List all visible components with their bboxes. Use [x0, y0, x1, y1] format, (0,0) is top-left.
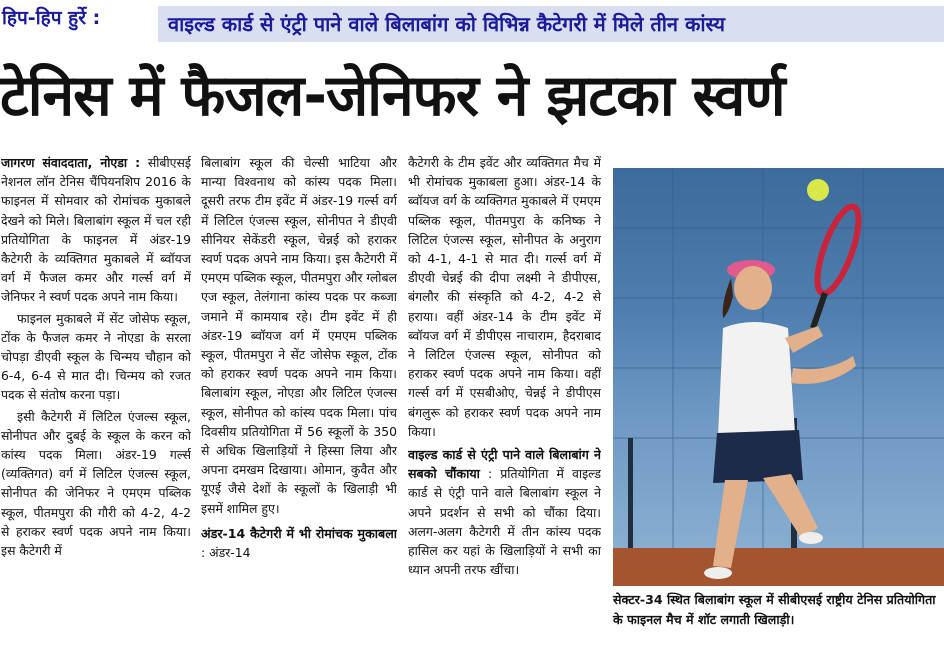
- paragraph: इसी कैटेगरी में लिटिल एंजल्स स्कूल, सोनीपत और दुबई के स्कूल के करन को कांस्य पदक मिला। अंडर-19 गर्ल्स (व्यक्तिगत) वर्ग में लिटिल एंजल्स स्कूल, सोनीपत की जेनिफर ने एमएम पब्लिक स्कूल, पीतमपुरा की गौरी को 4-2, 4-2 से हराकर स्वर्ण पदक अपने नाम किया। इस कैटेगरी में: [1, 408, 191, 559]
- subheadline: वाइल्ड कार्ड से एंट्री पाने वाले बिलाबांग को विभिन्न कैटेगरी में मिले तीन कांस्य: [158, 6, 944, 42]
- kicker: हिप-हिप हुर्रे :: [2, 7, 101, 29]
- article-column-3: [408, 153, 601, 645]
- paragraph: : अंडर-14: [201, 545, 251, 561]
- paragraph: : प्रतियोगिता में वाइल्ड कार्ड से एंट्री पाने वाले बिलाबांग स्कूल ने अपने प्रदर्शन से सभी को चौंका दिया। अलग-अलग कैटेगरी में तीन कांस्य पदक हासिल कर यहां के खिलाड़ियों ने सभी का ध्यान अपनी तरफ खींचा।: [408, 466, 601, 578]
- article-column-2: [201, 153, 397, 645]
- top-bar: [0, 0, 944, 46]
- section-subhead: वाइल्ड कार्ड से एंट्री पाने वाले बिलाबांग ने सबको चौंकाया: [408, 447, 601, 482]
- paragraph: कैटेगरी के टीम इवेंट और व्यक्तिगत मैच में भी रोमांचक मुकाबला हुआ। अंडर-14 के ब्वॉयज वर्ग के व्यक्तिगत मुकाबले में एमएम पब्लिक स्कूल, पीतमपुरा के कनिष्क ने लिटिल एंजल्स स्कूल, सोनीपत के अनुराग को 4-1, 4-1 से मात दी। गर्ल्स वर्ग में डीएवी चेन्नई की दीपा लक्ष्मी ने डीपीएस, बंगलौर की संस्कृति को 4-2, 4-2 से हराया। वहीं अंडर-14 के टीम इवेंट में ब्वॉयज वर्ग में डीपीएस नाचाराम, हैदराबाद ने लिटिल एंजल्स स्कूल, सोनीपत को हराकर स्वर्ण पदक अपने नाम किया। वहीं गर्ल्स वर्ग में एसबीओए, चेन्नई ने डीपीएस बंगलुरू को हराकर स्वर्ण पदक अपने नाम किया।: [408, 155, 601, 439]
- tennis-player-illustration: [613, 168, 944, 586]
- tennis-ball: [807, 179, 829, 201]
- section-subhead: अंडर-14 कैटेगरी में भी रोमांचक मुकाबला: [201, 525, 397, 541]
- headline: टेनिस में फैजल-जेनिफर ने झटका स्वर्ण: [0, 63, 785, 129]
- dateline: जागरण संवाददाता, नोएडा :: [1, 155, 141, 170]
- tennis-player-photo: [613, 168, 944, 586]
- racket: [809, 202, 867, 328]
- paragraph: सीबीएसई नेशनल लॉन टेनिस चैंपियनशिप 2016 के फाइनल में सोमवार को रोमांचक मुकाबले देखने को मिले। बिलाबांग स्कूल में चल रही प्रतियोगिता के फाइनल में अंडर-19 कैटेगरी के व्यक्तिगत मुकाबले में ब्वॉयज वर्ग में फैजल कमर और गर्ल्स वर्ग में जेनिफर ने स्वर्ण पदक अपने नाम किया।: [1, 155, 191, 305]
- player: [704, 260, 856, 579]
- photo-caption: सेक्टर-34 स्थित बिलाबांग स्कूल में सीबीएसई राष्ट्रीय टेनिस प्रतियोगिता के फाइनल मैच में शॉट लगाती खिलाड़ी।: [613, 592, 936, 627]
- paragraph: बिलाबांग स्कूल की चेल्सी भाटिया और मान्या विश्वनाथ को कांस्य पदक मिला। दूसरी तरफ टीम इवेंट में अंडर-19 गर्ल्स वर्ग में लिटिल एंजल्स स्कूल, सोनीपत ने डीएवी सीनियर सेकेंडरी स्कूल, चेन्नई को हराकर स्वर्ण पदक अपने नाम किया। इस कैटेगरी में एमएम पब्लिक स्कूल, पीतमपुरा और ग्लोबल एज स्कूल, तेलंगाना कांस्य पदक पर कब्जा जमाने में कामयाब रहे। टीम इवेंट में ही अंडर-19 ब्वॉयज वर्ग में एमएम पब्लिक स्कूल, पीतमपुरा ने सेंट जोसेफ स्कूल, टोंक को हराकर स्वर्ण पदक अपने नाम किया। बिलाबांग स्कूल, नोएडा और लिटिल एंजल्स स्कूल, सोनीपत को कांस्य पदक मिला। पांच दिवसीय प्रतियोगिता में 56 स्कूलों के 350 से अधिक खिलाड़ियों ने हिस्सा लिया और अपना दमखम दिखाया। ओमान, कुवैत और यूएई जैसे देशों के स्कूलों के खिलाड़ी भी इसमें शामिल हुए।: [201, 155, 397, 516]
- paragraph: फाइनल मुकाबले में सेंट जोसेफ स्कूल, टोंक के फैजल कमर ने नोएडा के सरला चोपड़ा डीएवी स्कूल के चिन्मय चौहान को 6-4, 6-4 से मात दी। चिन्मय को रजत पदक से संतोष करना पड़ा।: [1, 310, 191, 403]
- article-column-1: [1, 153, 191, 645]
